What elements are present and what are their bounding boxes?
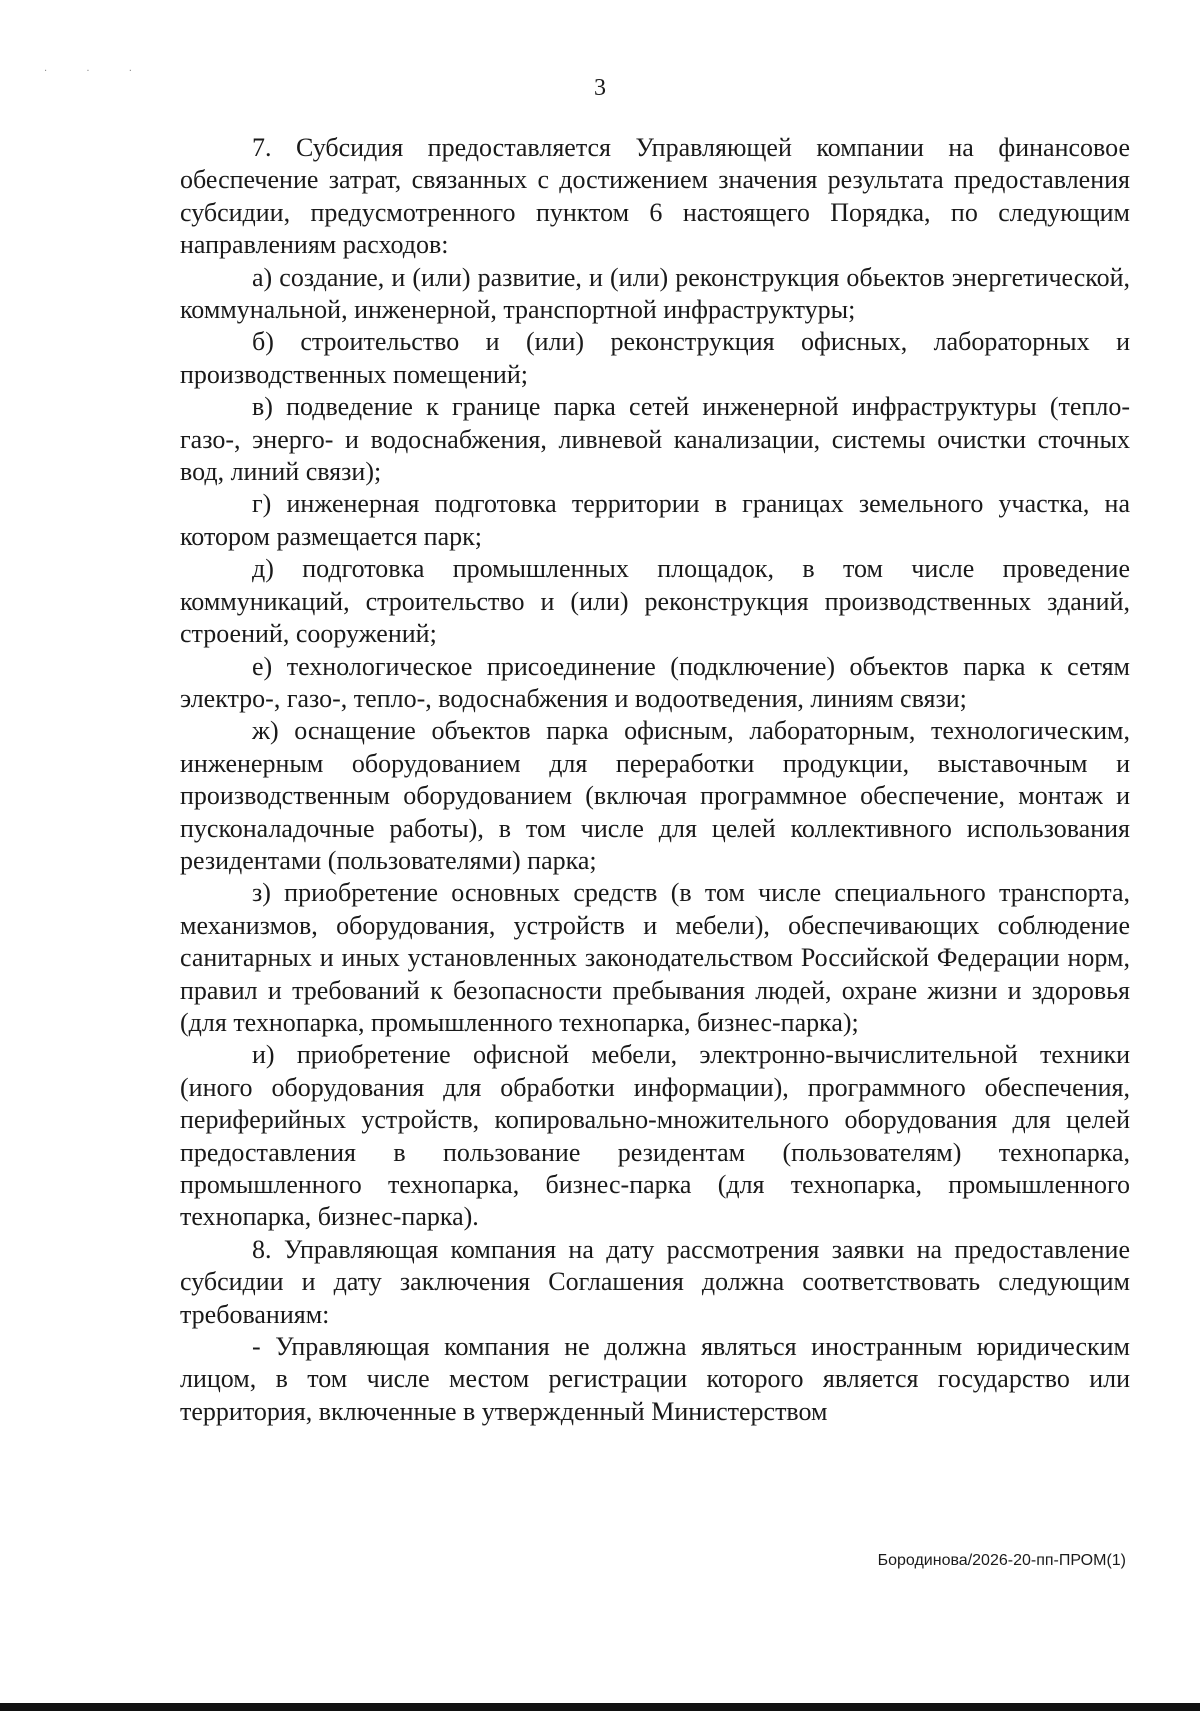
scan-specks: · · · bbox=[44, 66, 150, 77]
document-body bbox=[180, 132, 1130, 1428]
paragraph-7b: б) строительство и (или) реконструкция офисных, лабораторных и производственных помещений; bbox=[180, 327, 1130, 389]
paragraph-7a: а) создание, и (или) развитие, и (или) реконструкция обьектов энергетической, коммунальной, инженерной, транспортной инфраструктуры; bbox=[180, 262, 1130, 325]
paragraph-8-requirement-1: - Управляющая компания не должна являться иностранным юридическим лицом, в том числе местом регистрации которого является государство или территория, включенные в утвержденный Министерством bbox=[180, 1332, 1130, 1426]
scan-bottom-edge bbox=[0, 1703, 1200, 1711]
paragraph-7g: г) инженерная подготовка территории в границах земельного участка, на котором размещается парк; bbox=[180, 489, 1130, 551]
paragraph-7d: д) подготовка промышленных площадок, в том числе проведение коммуникаций, строительство и (или) реконструкция производственных зданий, строений, сооружений; bbox=[180, 554, 1130, 649]
paragraph-7zh: ж) оснащение объектов парка офисным, лабораторным, технологическим, инженерным оборудованием для переработки продукции, выставочным и производственным оборудованием (включая программное обеспечение, монтаж и пусконаладочные работы), в том числе для целей коллективного использования резидентами (пользователями) парка; bbox=[180, 716, 1130, 875]
paragraph-7v: в) подведение к границе парка сетей инженерной инфраструктуры (тепло- газо-, энерго- и водоснабжения, ливневой канализации, системы очистки сточных вод, линий связи); bbox=[180, 392, 1130, 487]
paragraph-7: 7. Субсидия предоставляется Управляющей компании на финансовое обеспечение затрат, связанных с достижением значения результата предоставления субсидии, предусмотренного пунктом 6 настоящего Порядка, по следующим направлениям расходов: bbox=[180, 133, 1130, 260]
paragraph-7z: з) приобретение основных средств (в том числе специального транспорта, механизмов, оборудования, устройств и мебели), обеспечивающих соблюдение санитарных и иных установленных законодательством Российской Федерации норм, правил и требований к безопасности пребывания людей, охране жизни и здоровья (для технопарка, промышленного технопарка, бизнес-парка); bbox=[180, 878, 1130, 1037]
paragraph-7i: и) приобретение офисной мебели, электронно-вычислительной техники (иного оборудования для обработки информации), программного обеспечения, периферийных устройств, копировально-множительного оборудования для целей предоставления в пользование резидентам (пользователям) технопарка, промышленного технопарка, бизнес-парка (для технопарка, промышленного технопарка, бизнес-парка). bbox=[180, 1040, 1130, 1232]
paragraph-8: 8. Управляющая компания на дату рассмотрения заявки на предоставление субсидии и дату заключения Соглашения должна соответствовать следующим требованиям: bbox=[180, 1234, 1130, 1329]
paragraph-7e: е) технологическое присоединение (подключение) объектов парка к сетям электро-, газо-, тепло-, водоснабжения и водоотведения, линиям связи; bbox=[180, 651, 1130, 713]
document-footer-code: Бородинова/2026-20-пп-ПРОМ(1) bbox=[877, 1552, 1126, 1569]
page-number: 3 bbox=[594, 75, 606, 101]
